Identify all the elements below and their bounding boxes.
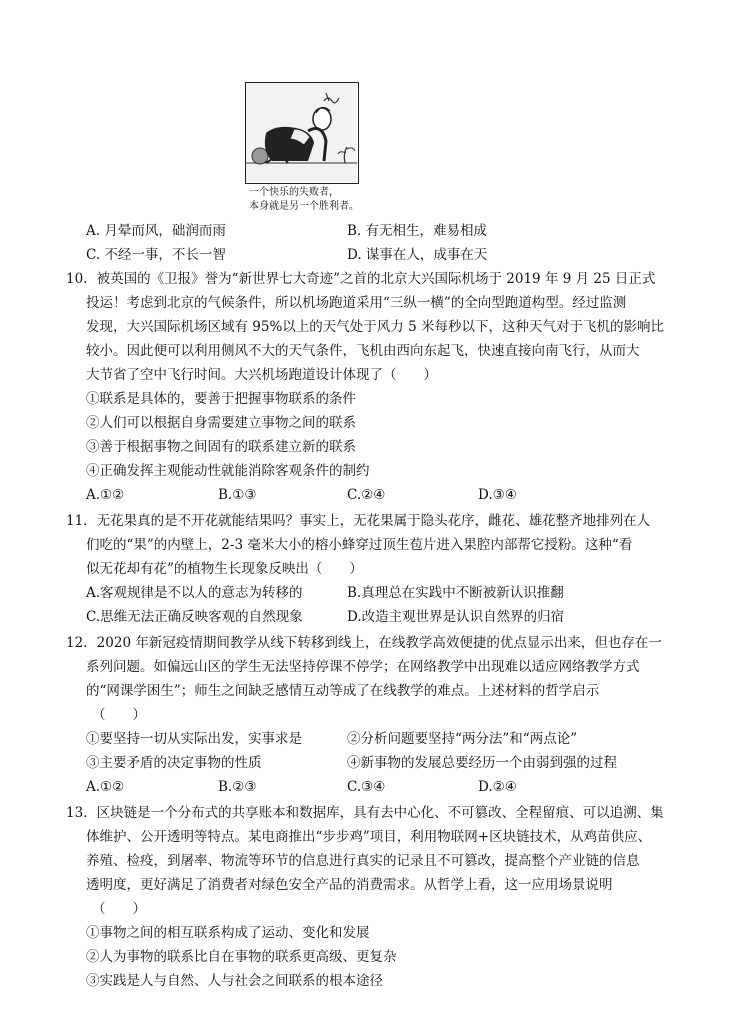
q9-option-b: B. 有无相生，难易相成 — [347, 223, 488, 239]
q13-item: ①事物之间的相互联系构成了运动、变化和发展 — [86, 925, 370, 941]
q12-item: ②分析问题要坚持“两分法”和“两点论” — [347, 731, 578, 747]
q10-stem-line: 投运！考虑到北京的气候条件，所以机场跑道采用“三纵一横”的全向型跑道构型。经过监测 — [86, 295, 627, 311]
q11-option-d: D.改造主观世界是认识自然界的归宿 — [347, 609, 565, 625]
cartoon-illustration — [245, 82, 359, 184]
q12-option-c: C.③④ — [347, 779, 386, 795]
q10-option-d: D.③④ — [478, 487, 517, 503]
q10-option-c: C.②④ — [347, 487, 386, 503]
q13-item: ②人为事物的联系比自在事物的联系更高级、更复杂 — [86, 949, 397, 965]
q11-stem-line: 似无花却有花”的植物生长现象反映出（ ） — [86, 561, 363, 577]
q13-item: ③实践是人与自然、人与社会之间联系的根本途径 — [86, 973, 383, 989]
q11-stem-line: 们吃的“果”的内壁上，2-3 毫米大小的榕小蜂穿过顶生苞片进入果腔内部帮它授粉。这种“看 — [86, 537, 633, 553]
cartoon-caption-line2: 本身就是另一个胜利者。 — [249, 201, 359, 212]
q11-option-b: B.真理总在实践中不断被新认识推翻 — [347, 585, 564, 601]
q13-stem-line: 透明度，更好满足了消费者对绿色安全产品的消费需求。从哲学上看，这一应用场景说明 — [86, 877, 613, 893]
q12-stem-line: 的“网课学困生”；师生之间缺乏感情互动等成了在线教学的难点。上述材料的哲学启示 — [86, 683, 600, 699]
q12-stem-line: 系列问题。如偏远山区的学生无法坚持停课不停学；在网络教学中出现难以适应网络教学方式 — [86, 659, 640, 675]
q9-option-c: C. 不经一事，不长一智 — [86, 247, 226, 263]
q12-option-b: B.②③ — [218, 779, 257, 795]
q9-option-a: A. 月晕而风，础润而雨 — [86, 223, 226, 239]
q10-option-b: B.①③ — [218, 487, 257, 503]
q10-stem-line: 大节省了空中飞行时间。大兴机场跑道设计体现了（ ） — [86, 367, 437, 383]
q13-stem-line: （ ） — [92, 901, 146, 917]
q13-stem-line: 养殖、检疫，到屠率、物流等环节的信息进行真实的记录且不可篡改，提高整个产业链的信息 — [86, 853, 640, 869]
q10-stem-line: 10．被英国的《卫报》誉为“新世界七大奇迹”之首的北京大兴国际机场于 2019 年 9 月 25 日正式 — [66, 271, 656, 287]
q10-option-a: A.①② — [86, 487, 125, 503]
q12-item: ④新事物的发展总要经历一个由弱到强的过程 — [347, 755, 617, 771]
q12-stem-line: （ ） — [92, 707, 146, 723]
q11-option-c: C.思维无法正确反映客观的自然现象 — [86, 609, 303, 625]
q12-option-a: A.①② — [86, 779, 125, 795]
q13-stem-line: 体维护、公开透明等特点。某电商推出“步步鸡”项目，利用物联网+区块链技术，从鸡苗供应、 — [86, 829, 652, 845]
q10-item: ④正确发挥主观能动性就能消除客观条件的制约 — [86, 463, 370, 479]
q10-stem-line: 较小。因此便可以利用侧风不大的天气条件，飞机由西向东起飞，快速直接向南飞行，从而大 — [86, 343, 640, 359]
q10-item: ①联系是具体的，要善于把握事物联系的条件 — [86, 391, 356, 407]
q10-item: ③善于根据事物之间固有的联系建立新的联系 — [86, 439, 356, 455]
q12-item: ①要坚持一切从实际出发，实事求是 — [86, 731, 302, 747]
cartoon-caption-line1: 一个快乐的失败者， — [249, 187, 339, 198]
q12-option-d: D.②④ — [478, 779, 517, 795]
failure-cartoon-drawing — [246, 83, 357, 182]
q11-option-a: A.客观规律是不以人的意志为转移的 — [86, 585, 303, 601]
q12-stem-line: 12．2020 年新冠疫情期间教学从线下转移到线上，在线教学高效便捷的优点显示出来，但也存在一 — [66, 635, 662, 651]
q10-stem-line: 发现，大兴国际机场区域有 95%以上的天气处于风力 5 米每秒以下，这种天气对于飞机的影响比 — [86, 319, 664, 335]
q10-item: ②人们可以根据自身需要建立事物之间的联系 — [86, 415, 356, 431]
q13-stem-line: 13．区块链是一个分布式的共享账本和数据库，具有去中心化、不可篡改、全程留痕、可以追溯、集 — [66, 805, 664, 821]
q11-stem-line: 11．无花果真的是不开花就能结果吗？事实上，无花果属于隐头花序，雌花、雄花整齐地排列在人 — [66, 513, 651, 529]
q9-option-d: D. 谋事在人，成事在天 — [347, 247, 488, 263]
q12-item: ③主要矛盾的决定事物的性质 — [86, 755, 262, 771]
